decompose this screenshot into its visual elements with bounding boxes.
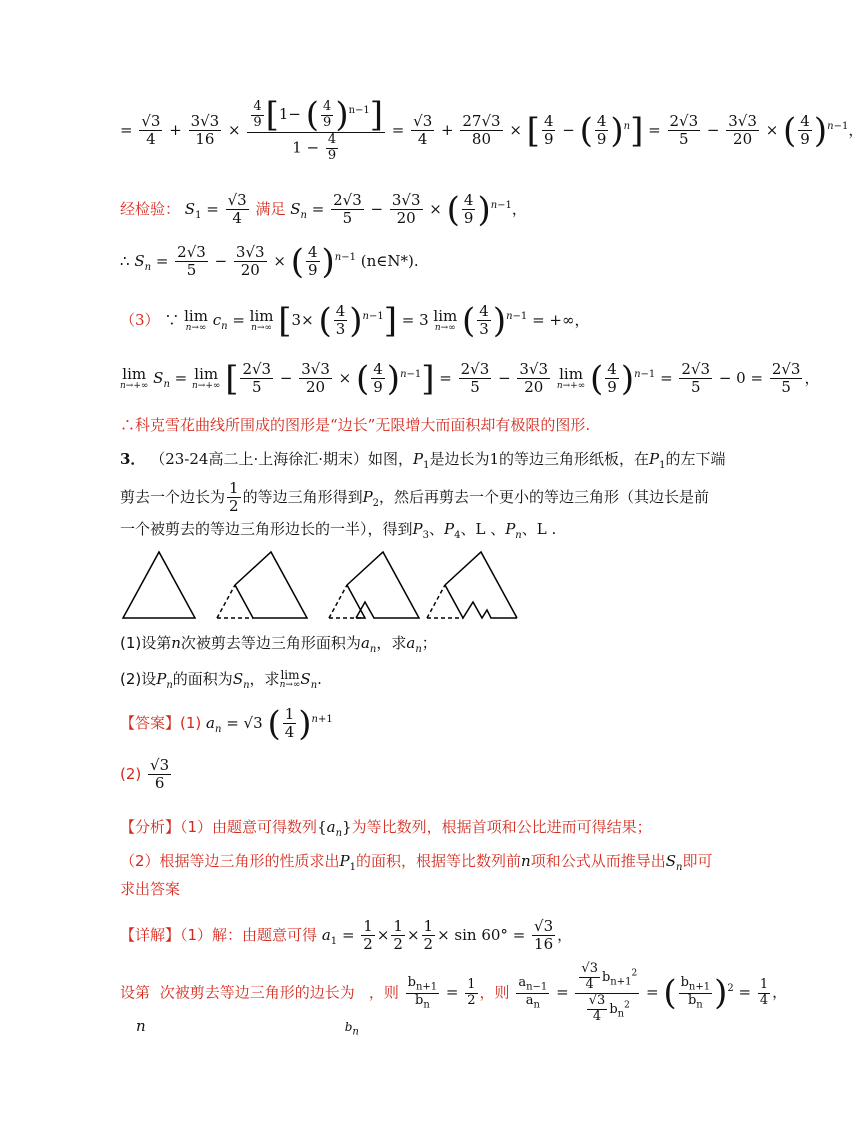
limit-sn-line: lim n→+∞ $S_n$ = lim n→+∞ [ $\frac{2√3}{5}$ − $\frac{3√3}{20}$ × ( $\frac{4}{9}$ )$^{n-1}$] = $\frac{2√3}{5}$ − $\frac{3√3}{20}$ lim n→+∞ ( $\frac{4}{9}$ )$^{n-1}$ = $\frac{2√3}{5}$ − 0 = $\frac{2√3}{5}$ ， — [120, 358, 820, 399]
detail-text: （1）解：由题意可得 — [180, 925, 318, 944]
problem3-line1: 3． （23-24高二上·上海徐汇·期末）如图，$P_1$是边长为1的等边三角形纸板，在$P_1$的左下端 — [120, 450, 726, 471]
answer-label: 【答案】 — [120, 713, 181, 732]
detail-label: 【详解】 — [120, 925, 181, 944]
part3-limit-cn: （3） ∵ lim n→∞ $c_n$ = lim n→∞ [3× ( $\frac{4}{3}$ )$^{n-1}$] = 3 lim n→∞ ( $\frac{4}{3}$ )$^{n-1}$ = +∞， — [120, 300, 590, 341]
answer-line-2: (2) $\frac{√3}{6}$ — [120, 756, 170, 793]
problem-text: 一个被剪去的等边三角形边长的一半），得到 — [120, 520, 413, 538]
analysis-line-1: 【分析】（1）由题意可得数列$\{a_n\}$为等比数列，根据首项和公比进而可得结果； — [120, 818, 652, 839]
triangle-p4 — [427, 552, 517, 618]
analysis-text: （2）根据等边三角形的性质求出 — [120, 852, 340, 870]
detail-line-2: 设第n次被剪去等边三角形的边长为$_{b_n}$，则 $\frac{b_{n+1}}{b_n}$ = $\frac{1}{2}$ ，则 $\frac{a_{n-1}}{a_n}$ = $\frac{√3}{4}$ $b_{n+1}^2$ $\frac{√3}{4}$ $b_n^2$ = ( $\frac{b_{n+1}}{b_n}$ )$^2$ = $\frac{1}{4}$ ， — [120, 961, 788, 1038]
analysis-line-2: （2）根据等边三角形的性质求出$P_1$的面积，根据等比数列前n项和公式从而推导出$S_n$即可 — [120, 852, 713, 873]
detail-text: 设第 — [120, 983, 151, 1002]
problem-number: 3． — [120, 450, 146, 468]
check-label: 经检验： — [120, 199, 181, 218]
part3-label: （3） — [120, 310, 160, 329]
sub-question-text: (2)设 — [120, 670, 157, 688]
analysis-line-3: 求出答案 — [120, 880, 181, 898]
analysis-text: 项和公式从而推导出 — [530, 852, 666, 870]
sub-question-text: ，求 — [249, 670, 280, 688]
answer-part: (2) — [120, 764, 142, 783]
check-line: 经检验： $S_1$ = $\frac{√3}{4}$ 满足 $S_n$ = $\frac{2√3}{5}$ − $\frac{3√3}{20}$ × ( $\frac{4}{9}$ )$^{n-1}$， — [120, 189, 527, 230]
analysis-text: 的面积，根据等比数列前 — [356, 852, 522, 870]
problem-text: 如图， — [368, 450, 414, 468]
triangle-figures — [118, 548, 518, 622]
analysis-label: 【分析】 — [120, 818, 181, 836]
sub-question-text: (1)设第 — [120, 634, 172, 652]
analysis-text: 即可 — [682, 852, 713, 870]
check-satisfy: 满足 — [255, 199, 286, 218]
problem-text: 的左下端 — [665, 450, 726, 468]
sn-formula-line: ∴ $S_n$ = $\frac{2√3}{5}$ − $\frac{3√3}{20}$ × ( $\frac{4}{9}$ )$^{n-1}$ (n∈N*). — [120, 241, 419, 282]
triangle-p3 — [329, 552, 419, 618]
problem-text: 剪去一个边长为 — [120, 487, 226, 506]
sub-question-1: (1)设第n次被剪去等边三角形面积为$a_n$，求$a_n$； — [120, 634, 437, 655]
problem-text: ，然后再剪去一个更小的等边三角形（其边长是前 — [379, 487, 710, 506]
triangle-p2 — [217, 552, 307, 618]
sub-question-text: 次被剪去等边三角形面积为 — [180, 634, 361, 652]
problem-text: 的等边三角形得到 — [242, 487, 363, 506]
answer-part: (1) — [180, 713, 202, 732]
triangle-p1 — [123, 552, 195, 618]
detail-text: ，则 — [368, 983, 399, 1002]
sub-question-text: 的面积为 — [172, 670, 233, 688]
problem3-line2: 剪去一个边长为 $\frac{1}{2}$ 的等边三角形得到$P_2$，然后再剪去一个更小的等边三角形（其边长是前 — [120, 479, 710, 516]
problem3-line3: 一个被剪去的等边三角形边长的一半），得到$P_3$、$P_4$、L 、$P_n$、L . — [120, 520, 557, 541]
analysis-text: （1）由题意可得数列 — [180, 818, 318, 836]
answer-line-1: 【答案】(1) $a_n = √3$ ( $\frac{1}{4}$ )$^{n+1}$ — [120, 703, 333, 744]
problem-source: （23-24高二上·上海徐汇·期末） — [150, 450, 368, 468]
sub-question-text: ，求 — [376, 634, 407, 652]
analysis-text: 为等比数列，根据首项和公比进而可得结果； — [351, 818, 652, 836]
problem-text: 是边长为1的等边三角形纸板，在 — [429, 450, 650, 468]
conclusion-line: ∴科克雪花曲线所围成的图形是“边长”无限增大而面积却有极限的图形. — [120, 416, 591, 434]
detail-line-1: 【详解】（1）解：由题意可得 $a_1$ = $\frac{1}{2}$ × $\frac{1}{2}$ × $\frac{1}{2}$ × sin 60° = $\frac{√3}{16}$ ， — [120, 917, 573, 954]
detail-text: 次被剪去等边三角形的边长为 — [159, 983, 355, 1002]
detail-text: ，则 — [479, 983, 510, 1002]
infinity-value: +∞ — [549, 310, 575, 329]
sub-question-2: (2)设$P_n$的面积为$S_n$，求 lim n→∞ $S_n$. — [120, 668, 322, 691]
sn-condition: (n∈N*) — [360, 251, 414, 270]
formula-sum-derivation: = $\frac{√3}{4}$ + $\frac{3√3}{16}$ × $\frac{4}{9}$ [1− ( $\frac{4}{9}$ )$^{n-1}$] 1 − $\frac{4}{9}$ = $\frac{√3}{4}$ + $\frac{27√3}{80}$ × [ $\frac{4}{9}$ − ( $\frac{4}{9}$ )$^n$] = $\frac{2√3}{5}$ − $\frac{3√3}{20}$ × ( $\frac{4}{9}$ )$^{n-1}$， — [120, 95, 863, 163]
